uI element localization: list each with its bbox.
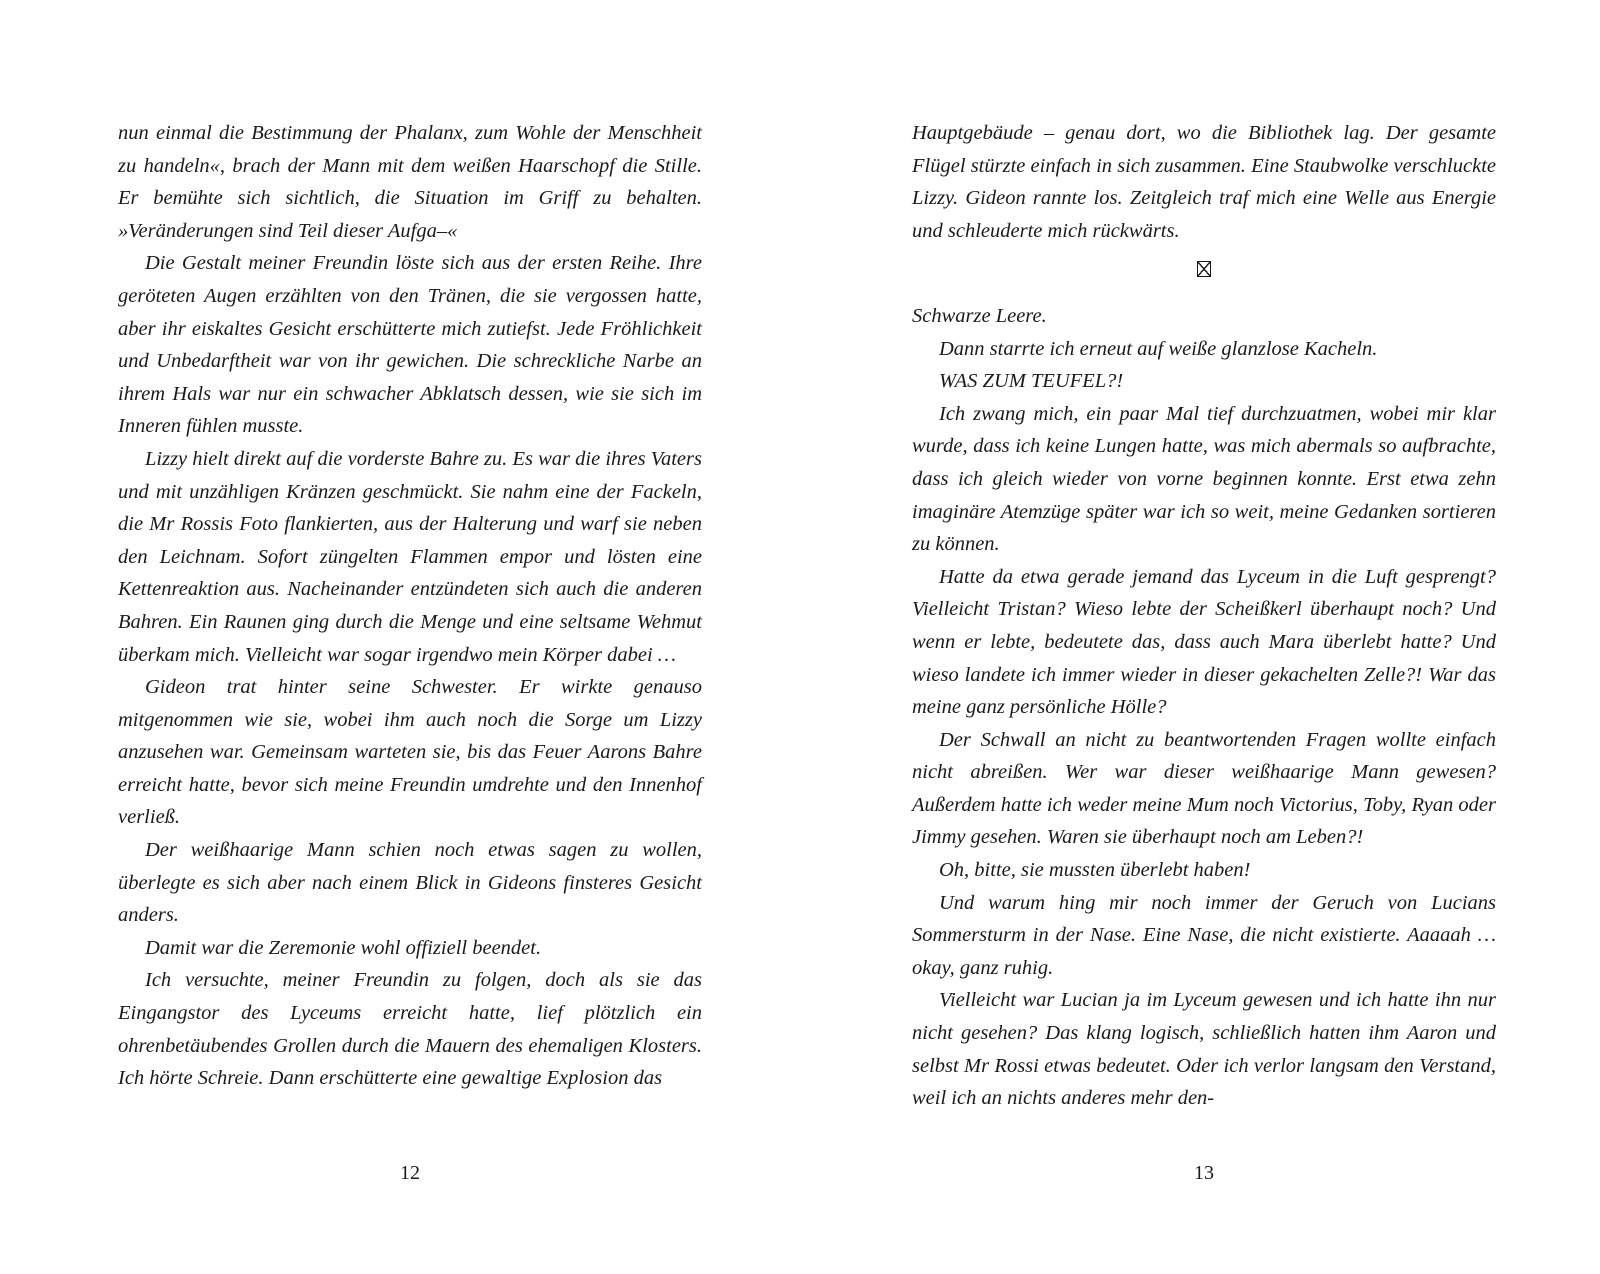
paragraph: Vielleicht war Lucian ja im Lyceum gewesen und ich hatte ihn nur nicht gesehen? Das klang logisch, schließlich hatten ihm Aaron und selbst Mr Rossi etwas bedeutet. Oder ich verlor langsam den Verstand, weil ich an nichts anderes mehr den- (912, 989, 1496, 1110)
paragraph: Damit war die Zeremonie wohl offiziell beendet. (145, 936, 542, 959)
paragraph: Ich zwang mich, ein paar Mal tief durchzuatmen, wobei mir klar wurde, dass ich keine Lungen hatte, was mich abermals so aufbrachte, dass ich gleich wieder von vorne beginnen konnte. Erst etwa zehn imaginäre Atemzüge später war ich so weit, meine Gedanken sortieren zu können. (912, 402, 1496, 556)
paragraph: Dann starrte ich erneut auf weiße glanzlose Kacheln. (939, 337, 1378, 360)
right-page (912, 0, 1496, 1274)
right-page-text (912, 117, 1496, 1115)
paragraph: Die Gestalt meiner Freundin löste sich aus der ersten Reihe. Ihre geröteten Augen erzählten von den Tränen, die sie vergossen hatte, aber ihr eiskaltes Gesicht erschütterte mich zutiefst. Jede Fröhlichkeit und Unbedarftheit war von ihr gewichen. Die schreckliche Narbe an ihrem Hals war nur ein schwacher Abklatsch dessen, wie sie sich im Inneren fühlen musste. (118, 252, 702, 438)
left-page (118, 0, 702, 1274)
left-page-text (118, 117, 702, 1095)
page-number-right: 13 (1194, 1162, 1214, 1184)
boxed-x-ornament-icon (1197, 261, 1211, 277)
paragraph: Oh, bitte, sie mussten überlebt haben! (939, 859, 1251, 882)
paragraph: Und warum hing mir noch immer der Geruch von Lucians Sommersturm in der Nase. Eine Nase, die nicht existierte. Aaaaah … okay, ganz ruhig. (912, 891, 1496, 979)
paragraph: Gideon trat hinter seine Schwester. Er wirkte genauso mitgenommen wie sie, wobei ihm auch noch die Sorge um Lizzy anzusehen war. Gemeinsam warteten sie, bis das Feuer Aarons Bahre erreicht hatte, bevor sich meine Freundin umdrehte und den Innenhof verließ. (118, 676, 702, 829)
paragraph: Hatte da etwa gerade jemand das Lyceum in die Luft gesprengt? Vielleicht Tristan? Wieso lebte der Scheißkerl überhaupt noch? Und wenn er lebte, bedeutete das, dass auch Mara überlebt hatte? Und wieso landete ich immer wieder in dieser gekachelten Zelle?! War das meine ganz persönliche Hölle? (912, 565, 1496, 719)
paragraph: Schwarze Leere. (912, 304, 1047, 327)
paragraph: nun einmal die Bestimmung der Phalanx, zum Wohle der Menschheit zu handeln«, brach der Mann mit dem weißen Haarschopf die Stille. Er bemühte sich sichtlich, die Situation im Griff zu behalten. »Veränderungen sind Teil dieser Aufga–« (118, 122, 702, 242)
paragraph: Ich versuchte, meiner Freundin zu folgen, doch als sie das Eingangstor des Lyceums erreicht hatte, lief plötzlich ein ohrenbetäubendes Grollen durch die Mauern des ehemaligen Klosters. Ich hörte Schreie. Dann erschütterte eine gewaltige Explosion das (118, 969, 702, 1090)
paragraph: Hauptgebäude – genau dort, wo die Bibliothek lag. Der gesamte Flügel stürzte einfach in sich zusammen. Eine Staubwolke verschluckte Lizzy. Gideon rannte los. Zeitgleich traf mich eine Welle aus Energie und schleuderte mich rückwärts. (912, 122, 1496, 242)
page-number-left: 12 (400, 1162, 420, 1184)
paragraph: Der Schwall an nicht zu beantwortenden Fragen wollte einfach nicht abreißen. Wer war dieser weißhaarige Mann gewesen? Außerdem hatte ich weder meine Mum noch Victorius, Toby, Ryan oder Jimmy gesehen. Waren sie überhaupt noch am Leben?! (912, 728, 1496, 849)
section-separator (912, 251, 1496, 284)
paragraph: Lizzy hielt direkt auf die vorderste Bahre zu. Es war die ihres Vaters und mit unzähligen Kränzen geschmückt. Sie nahm eine der Fackeln, die Mr Rossis Foto flankierten, aus der Halterung und warf sie neben den Leichnam. Sofort züngelten Flammen empor und lösten eine Kettenreaktion aus. Nacheinander entzündeten sich auch die anderen Bahren. Ein Raunen ging durch die Menge und eine seltsame Wehmut überkam mich. Vielleicht war sogar irgendwo mein Körper dabei … (118, 447, 702, 666)
paragraph: Der weißhaarige Mann schien noch etwas sagen zu wollen, überlegte es sich aber nach einem Blick in Gideons finsteres Gesicht anders. (118, 839, 702, 927)
paragraph: WAS ZUM TEUFEL?! (939, 370, 1124, 393)
